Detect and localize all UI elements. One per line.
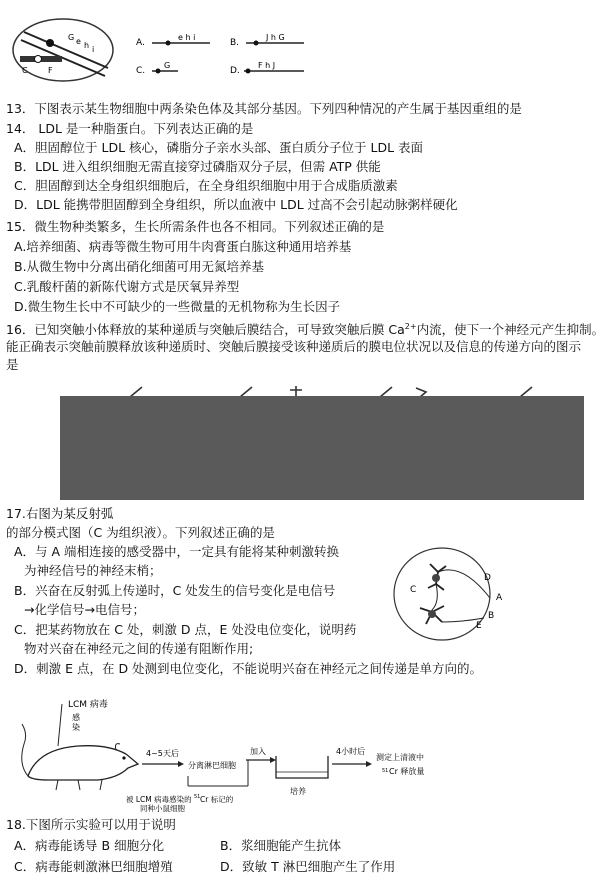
label-i: i	[92, 45, 95, 54]
cells-sup: 51	[194, 794, 201, 800]
q18-option-a: A．病毒能诱导 B 细胞分化	[14, 838, 165, 853]
hours-label: 4小时后	[336, 747, 366, 756]
q17-option-a1: A．与 A 端相连接的感受器中，一定具有能将某种刺激转换	[14, 544, 340, 559]
q14-option-c: C．胆固醇到达全身组织细胞后，在全身组织细胞中用于合成脂质激素	[14, 178, 398, 193]
q16-line1	[6, 318, 604, 339]
q16-line3: 是	[6, 357, 19, 372]
q17-option-d: D．刺激 E 点，在 D 处测到电位变化，不能说明兴奋在神经元之间传递是单方向的。	[14, 661, 483, 676]
q16-line2: 能正确表示突触前膜释放该种递质时、突触后膜接受该种递质后的膜电位状况以及信息的传递方向的图示	[6, 339, 582, 354]
q17-stem1: 17.右图为某反射弧	[6, 506, 114, 521]
days-label: 4~5天后	[146, 749, 179, 758]
measure-label-1: 测定上清液中	[376, 753, 424, 762]
mouse-icon	[28, 746, 138, 780]
option-c-letter: C.	[136, 66, 146, 76]
label-c-tissue: C	[410, 585, 417, 595]
q13-stem: 13．下图表示某生物细胞中两条染色体及其部分基因。下列四种情况的产生属于基因重组的是	[6, 101, 522, 116]
add-label: 加入	[250, 747, 266, 756]
q15-stem: 15．微生物种类繁多，生长所需条件也各不相同。下列叙述正确的是	[6, 219, 385, 234]
virus-label: LCM 病毒	[68, 700, 108, 710]
q17-option-c2: 物对兴奋在神经元之间的传递有阻断作用;	[24, 641, 254, 656]
q16-line1b: 内流，使下一个神经元产生抑制。	[416, 322, 605, 338]
label-g: G	[68, 33, 75, 42]
option-c-genes: G	[164, 61, 171, 70]
reflex-arc-figure	[392, 542, 512, 652]
measure-label-2: Cr 释放量	[389, 767, 425, 776]
q16-sup: 2+	[404, 322, 417, 331]
q17-option-b1: B．兴奋在反射弧上传递时，C 处发生的信号变化是电信号	[14, 583, 336, 598]
infect-label: 感染	[22, 698, 24, 699]
measure-cr-sup: 51	[382, 768, 389, 774]
infect-label-1: 感	[72, 713, 80, 722]
option-a-genes: e h i	[178, 33, 196, 42]
label-f: F	[48, 66, 53, 75]
separate-label: 分离淋巴细胞	[188, 761, 236, 770]
cells-label-1: 被 LCM 病毒感染的	[126, 795, 192, 804]
q14-option-b: B．LDL 进入组织细胞无需直接穿过磷脂双分子层，但需 ATP 供能	[14, 159, 381, 174]
lcm-experiment-figure	[18, 694, 448, 812]
label-e: E	[476, 621, 482, 631]
q17-stem2: 的部分模式图（C 为组织液）。下列叙述正确的是	[6, 525, 275, 540]
q17-option-a2: 为神经信号的神经末梢；	[24, 563, 162, 578]
culture-dish-icon	[276, 756, 328, 778]
option-a-letter: A.	[136, 38, 145, 48]
q18-stem: 18.下图所示实验可以用于说明	[6, 817, 176, 832]
q17-option-c1: C．把某药物放在 C 处，刺激 D 点，E 处没电位变化，说明药	[14, 622, 357, 637]
q15-option-a: A.培养细菌、病毒等微生物可用牛肉膏蛋白胨这种通用培养基	[14, 239, 352, 254]
label-c: C	[22, 66, 28, 75]
option-d-letter: D.	[230, 66, 240, 76]
label-b: B	[488, 611, 495, 621]
q14-stem: 14． LDL 是一种脂蛋白。下列表达正确的是	[6, 121, 254, 136]
q16-figure-redacted	[60, 396, 584, 500]
option-b-letter: B.	[230, 38, 240, 48]
q15-option-d: D.微生物生长中不可缺少的一些微量的无机物称为生长因子	[14, 299, 341, 314]
q18-option-c: C．病毒能刺激淋巴细胞增殖	[14, 859, 173, 874]
label-a: A	[496, 593, 503, 603]
culture-label: 培养	[290, 787, 306, 796]
q18-option-d: D．致敏 T 淋巴细胞产生了作用	[220, 859, 396, 874]
option-b-genes: J h G	[266, 33, 285, 42]
q18-option-b: B．浆细胞能产生抗体	[220, 838, 342, 853]
infect-label-2: 染	[72, 723, 80, 732]
cells-label-2: 同种小鼠细胞	[140, 804, 185, 812]
q14-option-a: A．胆固醇位于 LDL 核心，磷脂分子亲水头部、蛋白质分子位于 LDL 表面	[14, 140, 424, 155]
label-e: e	[76, 37, 81, 46]
q15-option-b: B.从微生物中分离出硝化细菌可用无氮培养基	[14, 259, 265, 274]
label-d: D	[484, 573, 491, 583]
chromosome-figure	[8, 18, 428, 88]
q17-option-b2: →化学信号→电信号；	[24, 602, 145, 617]
q14-option-d: D．LDL 能携带胆固醇到全身组织，所以血液中 LDL 过高不会引起动脉粥样硬化	[14, 197, 458, 212]
label-h: h	[84, 41, 90, 50]
q15-option-c: C.乳酸杆菌的新陈代谢方式是厌氧异养型	[14, 279, 240, 294]
option-d-genes: F h J	[258, 61, 276, 70]
cells-label-1b: Cr 标记的	[200, 795, 234, 804]
q16-line1a: 16．已知突触小体释放的某种递质与突触后膜结合，可导致突触后膜 Ca	[6, 322, 405, 338]
